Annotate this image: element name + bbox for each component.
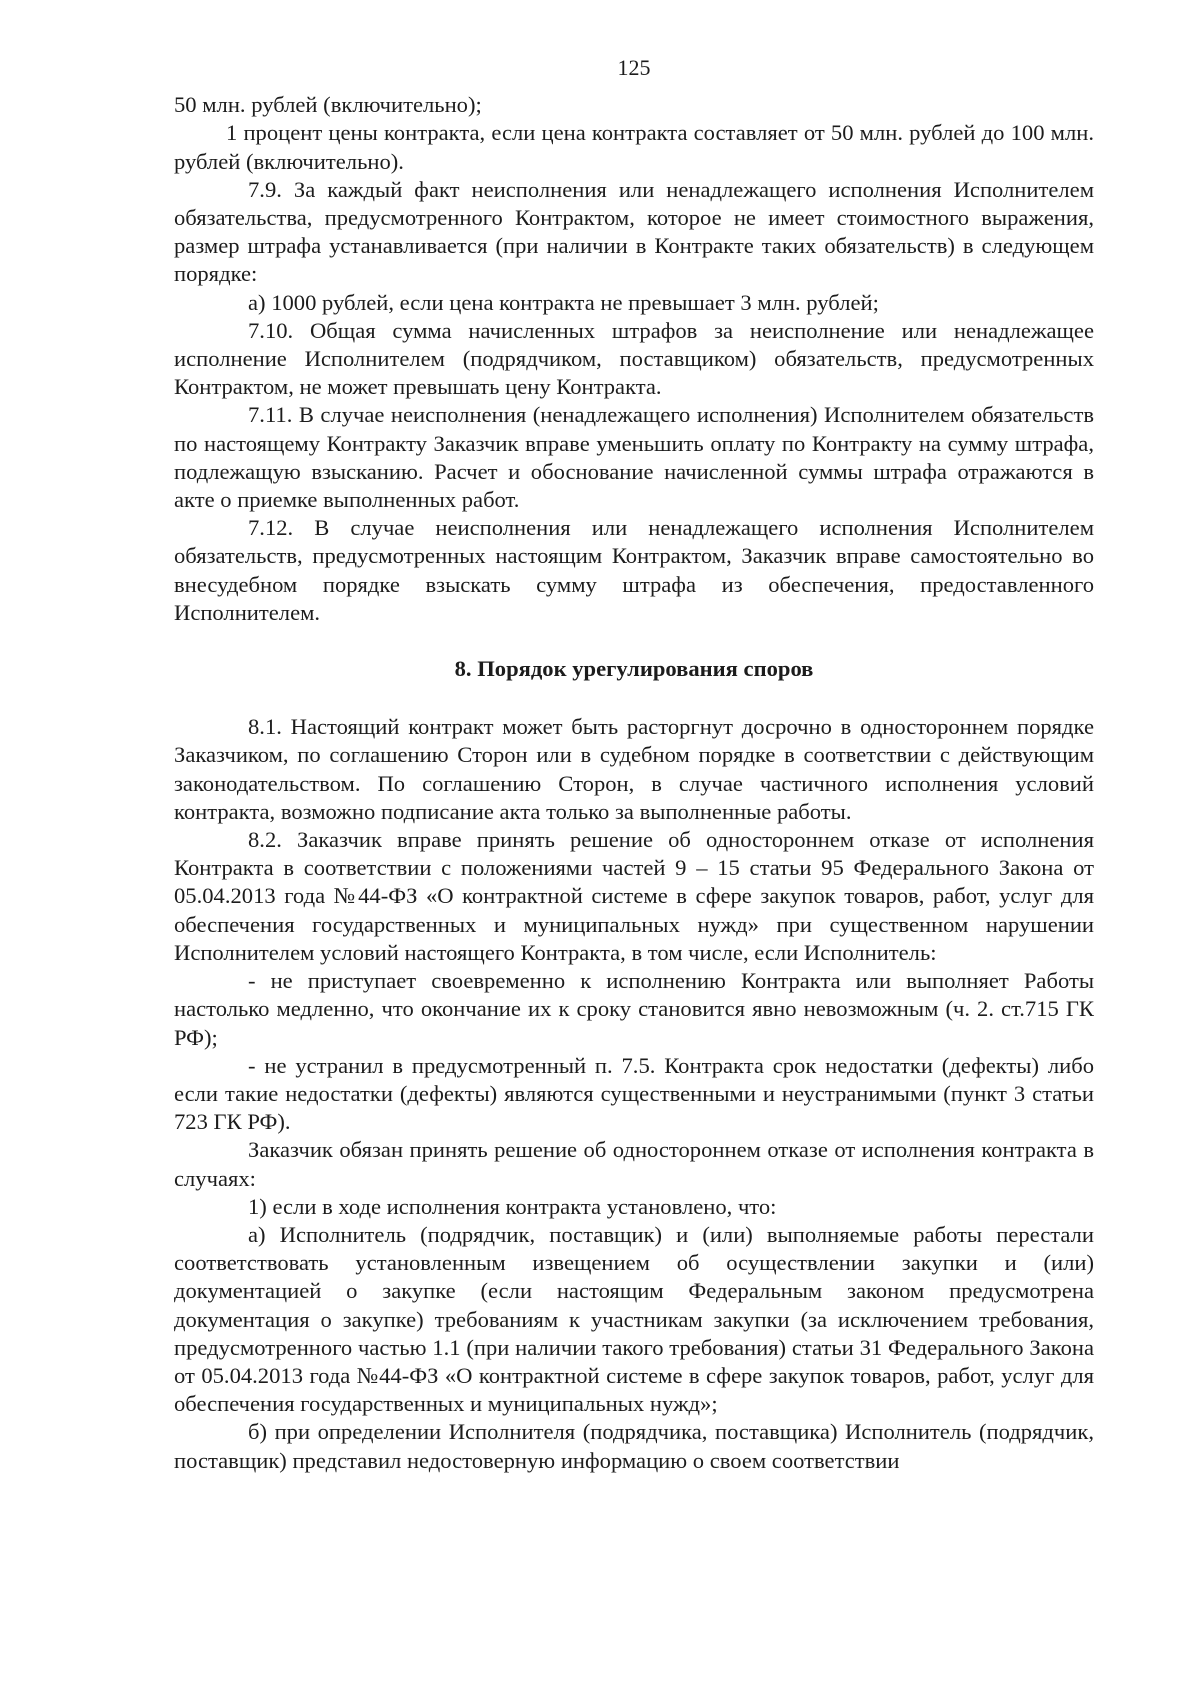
- paragraph: 7.9. За каждый факт неисполнения или ненадлежащего исполнения Исполнителем обязательства, предусмотренного Контрактом, которое не имеет стоимостного выражения, размер штрафа устанавливается (при наличии в Контракте таких обязательств) в следующем порядке:: [174, 176, 1094, 287]
- paragraph: 1) если в ходе исполнения контракта установлено, что:: [248, 1193, 777, 1219]
- document-page: [174, 54, 1094, 1475]
- page-number: 125: [617, 55, 651, 80]
- paragraph: 1 процент цены контракта, если цена контракта составляет от 50 млн. рублей до 100 млн. рублей (включительно).: [174, 120, 1094, 174]
- paragraph: 8.1. Настоящий контракт может быть расторгнут досрочно в одностороннем порядке Заказчиком, по соглашению Сторон или в судебном порядке в соответствии с действующим законодательством. По соглашению Сторон, в случае частичного исполнения условий контракта, возможно подписание акта только за выполненные работы.: [174, 714, 1094, 824]
- paragraph: б) при определении Исполнителя (подрядчика, поставщика) Исполнитель (подрядчик, поставщик) представил недостоверную информацию о своем соответствии: [174, 1419, 1094, 1473]
- paragraph: а) 1000 рублей, если цена контракта не превышает 3 млн. рублей;: [248, 289, 879, 315]
- paragraph: 7.12. В случае неисполнения или ненадлежащего исполнения Исполнителем обязательств, предусмотренных настоящим Контрактом, Заказчик вправе самостоятельно во внесудебном порядке взыскать сумму штрафа из обеспечения, предоставленного Исполнителем.: [174, 515, 1094, 625]
- clauses-section-8: [174, 713, 1094, 1474]
- paragraph: - не устранил в предусмотренный п. 7.5. Контракта срок недостатки (дефекты) либо если такие недостатки (дефекты) являются существенными и неустранимыми (пункт 3 статьи 723 ГК РФ).: [174, 1052, 1094, 1135]
- paragraph: а) Исполнитель (подрядчик, поставщик) и (или) выполняемые работы перестали соответствовать установленным извещением об осуществлении закупки и (или) документацией о закупке (если настоящим Федеральным законом предусмотрена документация о закупке) требованиям к участникам закупки (за исключением требования, предусмотренного частью 1.1 (при наличии такого требования) статьи 31 Федерального Закона от 05.04.2013 года №44-ФЗ «О контрактной системе в сфере закупок товаров, работ, услуг для обеспечения государственных и муниципальных нужд»;: [174, 1221, 1094, 1417]
- paragraph: Заказчик обязан принять решение об одностороннем отказе от исполнения контракта в случаях:: [174, 1137, 1094, 1191]
- paragraph: - не приступает своевременно к исполнению Контракта или выполняет Работы настолько медленно, что окончание их к сроку становится явно невозможным (ч. 2. ст.715 ГК РФ);: [174, 968, 1094, 1050]
- clauses-section-7: [174, 91, 1094, 627]
- section-heading: 8. Порядок урегулирования споров: [454, 656, 814, 682]
- paragraph: 50 млн. рублей (включительно);: [174, 92, 482, 118]
- paragraph: 7.10. Общая сумма начисленных штрафов за неисполнение или ненадлежащее исполнение Исполнителем (подрядчиком, поставщиком) обязательств, предусмотренных Контрактом, не может превышать цену Контракта.: [174, 317, 1094, 400]
- paragraph: 8.2. Заказчик вправе принять решение об одностороннем отказе от исполнения Контракта в соответствии с положениями частей 9 – 15 статьи 95 Федерального Закона от 05.04.2013 года №44-ФЗ «О контрактной системе в сфере закупок товаров, работ, услуг для обеспечения государственных и муниципальных нужд» при существенном нарушении Исполнителем условий настоящего Контракта, в том числе, если Исполнитель:: [174, 827, 1094, 965]
- paragraph: 7.11. В случае неисполнения (ненадлежащего исполнения) Исполнителем обязательств по настоящему Контракту Заказчик вправе уменьшить оплату по Контракту на сумму штрафа, подлежащую взысканию. Расчет и обоснование начисленной суммы штрафа отражаются в акте о приемке выполненных работ.: [174, 402, 1094, 513]
